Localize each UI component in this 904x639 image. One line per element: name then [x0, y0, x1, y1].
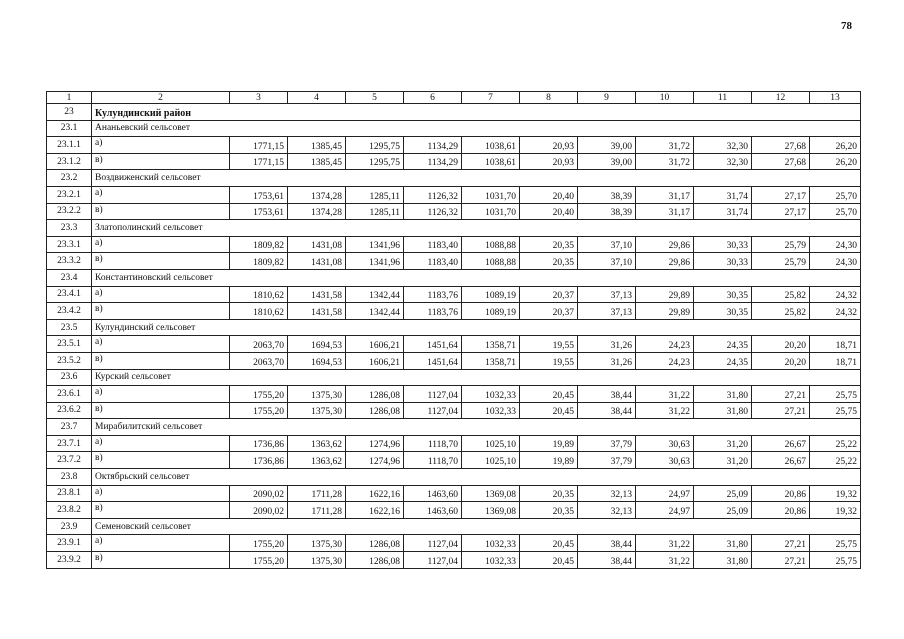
row-code: 23.5.2 — [47, 352, 92, 369]
table-row — [47, 153, 861, 170]
value-cell: 20,35 — [520, 236, 578, 253]
value-cell: 25,79 — [752, 253, 810, 270]
value-cell: 27,68 — [752, 153, 810, 170]
table-row — [47, 303, 861, 320]
value-cell: 20,86 — [752, 485, 810, 502]
tariff-table — [46, 91, 861, 569]
value-cell: 27,21 — [752, 552, 810, 569]
value-cell: 1183,40 — [404, 253, 462, 270]
column-number-cell: 8 — [520, 92, 578, 104]
value-cell: 1032,33 — [462, 386, 520, 403]
row-code: 23.6.2 — [47, 402, 92, 419]
section-code: 23.2 — [47, 170, 92, 187]
section-code: 23.9 — [47, 518, 92, 535]
value-cell: 1369,08 — [462, 485, 520, 502]
row-code: 23.7.2 — [47, 452, 92, 469]
value-cell: 19,89 — [520, 435, 578, 452]
value-cell: 31,80 — [694, 402, 752, 419]
table-row — [47, 137, 861, 154]
value-cell: 1342,44 — [346, 286, 404, 303]
row-code: 23.9.1 — [47, 535, 92, 552]
column-number-cell: 3 — [230, 92, 288, 104]
column-number-cell: 10 — [636, 92, 694, 104]
value-cell: 1358,71 — [462, 352, 520, 369]
table-row — [47, 435, 861, 452]
page-number: 78 — [841, 20, 852, 32]
value-cell: 20,40 — [520, 186, 578, 203]
value-cell: 25,82 — [752, 286, 810, 303]
value-cell: 24,23 — [636, 352, 694, 369]
value-cell: 1134,29 — [404, 153, 462, 170]
value-cell: 31,22 — [636, 552, 694, 569]
value-cell: 19,55 — [520, 336, 578, 353]
row-code: 23.2.1 — [47, 186, 92, 203]
column-number-cell: 6 — [404, 92, 462, 104]
value-cell: 1286,08 — [346, 386, 404, 403]
value-cell: 24,30 — [810, 253, 861, 270]
row-code: 23.6.1 — [47, 386, 92, 403]
value-cell: 19,32 — [810, 485, 861, 502]
value-cell: 1032,33 — [462, 552, 520, 569]
value-cell: 31,20 — [694, 435, 752, 452]
value-cell: 1363,62 — [288, 452, 346, 469]
value-cell: 1274,96 — [346, 435, 404, 452]
column-number-row — [47, 92, 861, 104]
value-cell: 1375,30 — [288, 535, 346, 552]
value-cell: 1126,32 — [404, 203, 462, 220]
district-code: 23 — [47, 104, 92, 121]
section-code: 23.5 — [47, 319, 92, 336]
value-cell: 1285,11 — [346, 186, 404, 203]
column-number-cell: 2 — [92, 92, 230, 104]
value-cell: 1127,04 — [404, 552, 462, 569]
row-label: в) — [92, 552, 230, 569]
section-code: 23.1 — [47, 120, 92, 137]
row-code: 23.5.1 — [47, 336, 92, 353]
column-number-cell: 12 — [752, 92, 810, 104]
value-cell: 1363,62 — [288, 435, 346, 452]
value-cell: 1183,76 — [404, 286, 462, 303]
value-cell: 31,26 — [578, 336, 636, 353]
value-cell: 24,32 — [810, 303, 861, 320]
section-name: Курский сельсовет — [92, 369, 861, 386]
value-cell: 1295,75 — [346, 153, 404, 170]
value-cell: 38,44 — [578, 386, 636, 403]
value-cell: 37,10 — [578, 236, 636, 253]
value-cell: 20,35 — [520, 502, 578, 519]
value-cell: 1385,45 — [288, 137, 346, 154]
value-cell: 1755,20 — [230, 402, 288, 419]
value-cell: 37,79 — [578, 452, 636, 469]
value-cell: 1274,96 — [346, 452, 404, 469]
value-cell: 1694,53 — [288, 352, 346, 369]
row-label: в) — [92, 203, 230, 220]
value-cell: 20,35 — [520, 253, 578, 270]
section-row — [47, 369, 861, 386]
value-cell: 1375,30 — [288, 402, 346, 419]
value-cell: 25,75 — [810, 402, 861, 419]
value-cell: 20,45 — [520, 535, 578, 552]
value-cell: 24,32 — [810, 286, 861, 303]
value-cell: 1431,08 — [288, 236, 346, 253]
value-cell: 20,40 — [520, 203, 578, 220]
column-number-cell: 1 — [47, 92, 92, 104]
value-cell: 1134,29 — [404, 137, 462, 154]
value-cell: 1118,70 — [404, 452, 462, 469]
table-row — [47, 186, 861, 203]
value-cell: 24,23 — [636, 336, 694, 353]
value-cell: 39,00 — [578, 137, 636, 154]
value-cell: 1755,20 — [230, 552, 288, 569]
section-name: Ананьевский сельсовет — [92, 120, 861, 137]
section-name: Златополинский сельсовет — [92, 220, 861, 237]
value-cell: 20,20 — [752, 352, 810, 369]
row-code: 23.3.2 — [47, 253, 92, 270]
value-cell: 37,10 — [578, 253, 636, 270]
value-cell: 2090,02 — [230, 485, 288, 502]
row-code: 23.4.2 — [47, 303, 92, 320]
value-cell: 1606,21 — [346, 352, 404, 369]
value-cell: 1809,82 — [230, 253, 288, 270]
value-cell: 1771,15 — [230, 137, 288, 154]
value-cell: 32,13 — [578, 485, 636, 502]
section-name: Мирабилитский сельсовет — [92, 419, 861, 436]
value-cell: 25,09 — [694, 485, 752, 502]
value-cell: 30,35 — [694, 303, 752, 320]
value-cell: 30,33 — [694, 253, 752, 270]
value-cell: 1038,61 — [462, 153, 520, 170]
value-cell: 1358,71 — [462, 336, 520, 353]
table-row — [47, 336, 861, 353]
column-number-cell: 7 — [462, 92, 520, 104]
value-cell: 18,71 — [810, 352, 861, 369]
value-cell: 1369,08 — [462, 502, 520, 519]
row-code: 23.8.2 — [47, 502, 92, 519]
table-row — [47, 485, 861, 502]
value-cell: 1118,70 — [404, 435, 462, 452]
section-row — [47, 518, 861, 535]
row-label: в) — [92, 352, 230, 369]
value-cell: 1606,21 — [346, 336, 404, 353]
value-cell: 27,17 — [752, 186, 810, 203]
row-label: а) — [92, 236, 230, 253]
value-cell: 25,70 — [810, 186, 861, 203]
value-cell: 20,20 — [752, 336, 810, 353]
row-code: 23.4.1 — [47, 286, 92, 303]
value-cell: 31,72 — [636, 153, 694, 170]
value-cell: 1622,16 — [346, 485, 404, 502]
value-cell: 1341,96 — [346, 236, 404, 253]
value-cell: 31,74 — [694, 186, 752, 203]
value-cell: 1032,33 — [462, 402, 520, 419]
row-label: в) — [92, 502, 230, 519]
row-label: а) — [92, 186, 230, 203]
value-cell: 38,44 — [578, 552, 636, 569]
value-cell: 20,93 — [520, 153, 578, 170]
value-cell: 29,89 — [636, 303, 694, 320]
row-label: а) — [92, 336, 230, 353]
value-cell: 20,45 — [520, 552, 578, 569]
value-cell: 20,37 — [520, 303, 578, 320]
value-cell: 30,63 — [636, 435, 694, 452]
value-cell: 38,39 — [578, 186, 636, 203]
section-name: Воздвиженский сельсовет — [92, 170, 861, 187]
value-cell: 1089,19 — [462, 286, 520, 303]
value-cell: 31,80 — [694, 535, 752, 552]
row-label: а) — [92, 137, 230, 154]
row-label: а) — [92, 286, 230, 303]
value-cell: 20,37 — [520, 286, 578, 303]
value-cell: 27,21 — [752, 402, 810, 419]
table-row — [47, 253, 861, 270]
value-cell: 1342,44 — [346, 303, 404, 320]
section-code: 23.3 — [47, 220, 92, 237]
value-cell: 1810,62 — [230, 303, 288, 320]
section-name: Семеновский сельсовет — [92, 518, 861, 535]
row-label: в) — [92, 303, 230, 320]
section-name: Октябрьский сельсовет — [92, 469, 861, 486]
value-cell: 25,22 — [810, 452, 861, 469]
row-label: а) — [92, 386, 230, 403]
table-row — [47, 203, 861, 220]
value-cell: 1088,88 — [462, 236, 520, 253]
row-code: 23.1.1 — [47, 137, 92, 154]
value-cell: 1809,82 — [230, 236, 288, 253]
value-cell: 20,86 — [752, 502, 810, 519]
value-cell: 20,35 — [520, 485, 578, 502]
section-code: 23.4 — [47, 269, 92, 286]
section-row — [47, 269, 861, 286]
value-cell: 31,26 — [578, 352, 636, 369]
value-cell: 25,79 — [752, 236, 810, 253]
value-cell: 26,20 — [810, 137, 861, 154]
value-cell: 1736,86 — [230, 435, 288, 452]
value-cell: 27,68 — [752, 137, 810, 154]
table-row — [47, 386, 861, 403]
value-cell: 24,35 — [694, 352, 752, 369]
row-code: 23.1.2 — [47, 153, 92, 170]
value-cell: 1183,40 — [404, 236, 462, 253]
value-cell: 1127,04 — [404, 386, 462, 403]
value-cell: 31,20 — [694, 452, 752, 469]
value-cell: 1463,60 — [404, 485, 462, 502]
value-cell: 1032,33 — [462, 535, 520, 552]
value-cell: 1463,60 — [404, 502, 462, 519]
value-cell: 1711,28 — [288, 502, 346, 519]
value-cell: 19,89 — [520, 452, 578, 469]
column-number-cell: 5 — [346, 92, 404, 104]
section-row — [47, 419, 861, 436]
row-code: 23.8.1 — [47, 485, 92, 502]
value-cell: 1031,70 — [462, 203, 520, 220]
value-cell: 30,33 — [694, 236, 752, 253]
row-label: а) — [92, 435, 230, 452]
value-cell: 1126,32 — [404, 186, 462, 203]
value-cell: 37,79 — [578, 435, 636, 452]
value-cell: 1810,62 — [230, 286, 288, 303]
value-cell: 32,30 — [694, 137, 752, 154]
value-cell: 1451,64 — [404, 336, 462, 353]
value-cell: 19,32 — [810, 502, 861, 519]
value-cell: 27,21 — [752, 386, 810, 403]
value-cell: 25,75 — [810, 386, 861, 403]
value-cell: 1755,20 — [230, 386, 288, 403]
value-cell: 25,75 — [810, 535, 861, 552]
value-cell: 29,86 — [636, 236, 694, 253]
value-cell: 24,97 — [636, 485, 694, 502]
table-row — [47, 535, 861, 552]
value-cell: 1089,19 — [462, 303, 520, 320]
value-cell: 29,86 — [636, 253, 694, 270]
value-cell: 1088,88 — [462, 253, 520, 270]
value-cell: 1622,16 — [346, 502, 404, 519]
value-cell: 30,63 — [636, 452, 694, 469]
value-cell: 24,35 — [694, 336, 752, 353]
section-code: 23.8 — [47, 469, 92, 486]
row-code: 23.7.1 — [47, 435, 92, 452]
row-label: в) — [92, 452, 230, 469]
value-cell: 20,45 — [520, 402, 578, 419]
value-cell: 1038,61 — [462, 137, 520, 154]
value-cell: 1374,28 — [288, 186, 346, 203]
row-code: 23.2.2 — [47, 203, 92, 220]
value-cell: 25,82 — [752, 303, 810, 320]
value-cell: 1025,10 — [462, 435, 520, 452]
value-cell: 20,45 — [520, 386, 578, 403]
section-row — [47, 120, 861, 137]
value-cell: 31,80 — [694, 552, 752, 569]
value-cell: 19,55 — [520, 352, 578, 369]
table-row — [47, 552, 861, 569]
value-cell: 29,89 — [636, 286, 694, 303]
value-cell: 1431,58 — [288, 286, 346, 303]
value-cell: 26,67 — [752, 452, 810, 469]
value-cell: 38,44 — [578, 402, 636, 419]
value-cell: 1285,11 — [346, 203, 404, 220]
value-cell: 1431,58 — [288, 303, 346, 320]
value-cell: 1736,86 — [230, 452, 288, 469]
value-cell: 1753,61 — [230, 203, 288, 220]
value-cell: 1127,04 — [404, 535, 462, 552]
value-cell: 1431,08 — [288, 253, 346, 270]
row-label: в) — [92, 402, 230, 419]
value-cell: 1771,15 — [230, 153, 288, 170]
row-label: в) — [92, 253, 230, 270]
value-cell: 24,97 — [636, 502, 694, 519]
row-code: 23.9.2 — [47, 552, 92, 569]
value-cell: 27,21 — [752, 535, 810, 552]
value-cell: 39,00 — [578, 153, 636, 170]
column-number-cell: 11 — [694, 92, 752, 104]
value-cell: 1375,30 — [288, 552, 346, 569]
value-cell: 26,67 — [752, 435, 810, 452]
section-row — [47, 220, 861, 237]
row-label: в) — [92, 153, 230, 170]
value-cell: 2063,70 — [230, 336, 288, 353]
value-cell: 31,22 — [636, 535, 694, 552]
value-cell: 31,74 — [694, 203, 752, 220]
value-cell: 1711,28 — [288, 485, 346, 502]
value-cell: 1341,96 — [346, 253, 404, 270]
value-cell: 1127,04 — [404, 402, 462, 419]
district-name: Кулундинский район — [92, 104, 861, 121]
table-row — [47, 502, 861, 519]
row-label: а) — [92, 485, 230, 502]
section-row — [47, 469, 861, 486]
value-cell: 32,30 — [694, 153, 752, 170]
value-cell: 26,20 — [810, 153, 861, 170]
section-name: Константиновский сельсовет — [92, 269, 861, 286]
value-cell: 24,30 — [810, 236, 861, 253]
value-cell: 2063,70 — [230, 352, 288, 369]
value-cell: 25,22 — [810, 435, 861, 452]
value-cell: 1286,08 — [346, 402, 404, 419]
row-label: а) — [92, 535, 230, 552]
value-cell: 2090,02 — [230, 502, 288, 519]
district-row — [47, 104, 861, 121]
value-cell: 1374,28 — [288, 203, 346, 220]
section-code: 23.6 — [47, 369, 92, 386]
value-cell: 25,09 — [694, 502, 752, 519]
value-cell: 38,44 — [578, 535, 636, 552]
value-cell: 20,93 — [520, 137, 578, 154]
table-body — [47, 92, 861, 569]
value-cell: 1031,70 — [462, 186, 520, 203]
value-cell: 31,72 — [636, 137, 694, 154]
value-cell: 1755,20 — [230, 535, 288, 552]
value-cell: 1295,75 — [346, 137, 404, 154]
value-cell: 38,39 — [578, 203, 636, 220]
value-cell: 37,13 — [578, 303, 636, 320]
column-number-cell: 4 — [288, 92, 346, 104]
section-code: 23.7 — [47, 419, 92, 436]
value-cell: 1025,10 — [462, 452, 520, 469]
value-cell: 1286,08 — [346, 552, 404, 569]
value-cell: 27,17 — [752, 203, 810, 220]
section-name: Кулундинский сельсовет — [92, 319, 861, 336]
table-row — [47, 286, 861, 303]
section-row — [47, 170, 861, 187]
value-cell: 31,22 — [636, 402, 694, 419]
column-number-cell: 9 — [578, 92, 636, 104]
table-row — [47, 452, 861, 469]
value-cell: 1753,61 — [230, 186, 288, 203]
table-row — [47, 402, 861, 419]
value-cell: 1385,45 — [288, 153, 346, 170]
value-cell: 18,71 — [810, 336, 861, 353]
value-cell: 32,13 — [578, 502, 636, 519]
column-number-cell: 13 — [810, 92, 861, 104]
value-cell: 31,80 — [694, 386, 752, 403]
value-cell: 37,13 — [578, 286, 636, 303]
value-cell: 30,35 — [694, 286, 752, 303]
value-cell: 31,22 — [636, 386, 694, 403]
row-code: 23.3.1 — [47, 236, 92, 253]
value-cell: 1375,30 — [288, 386, 346, 403]
table-row — [47, 352, 861, 369]
section-row — [47, 319, 861, 336]
value-cell: 25,75 — [810, 552, 861, 569]
value-cell: 1694,53 — [288, 336, 346, 353]
value-cell: 1451,64 — [404, 352, 462, 369]
value-cell: 1183,76 — [404, 303, 462, 320]
table-row — [47, 236, 861, 253]
value-cell: 31,17 — [636, 203, 694, 220]
value-cell: 31,17 — [636, 186, 694, 203]
value-cell: 25,70 — [810, 203, 861, 220]
value-cell: 1286,08 — [346, 535, 404, 552]
